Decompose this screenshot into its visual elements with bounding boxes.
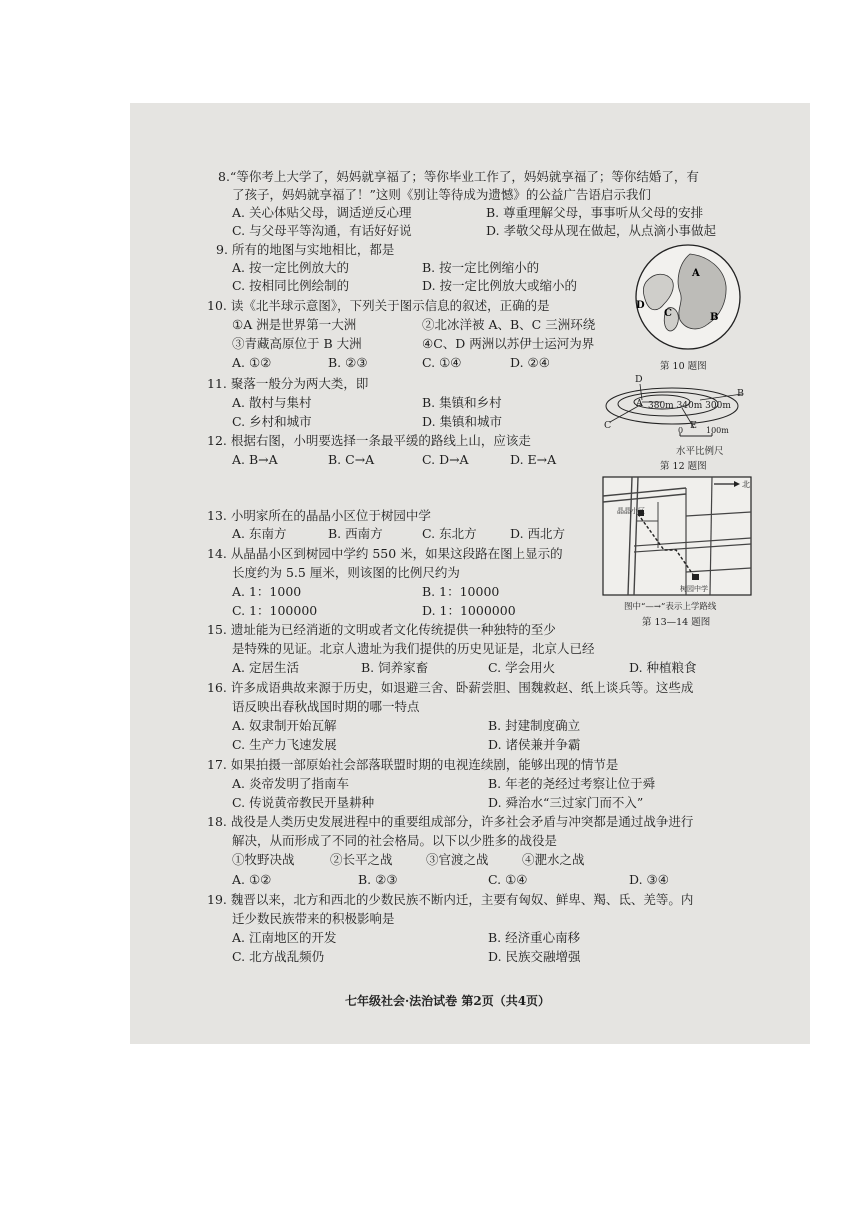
figure-12-caption: 第 12 题图 xyxy=(660,461,707,472)
q12-option-c: C. D→A xyxy=(422,452,469,467)
q18-statement-3: ③官渡之战 xyxy=(426,852,489,867)
q10-stem: 10. 读《北半球示意图》，下列关于图示信息的叙述，正确的是 xyxy=(207,298,550,313)
q15-option-b: B. 饲养家畜 xyxy=(361,660,429,675)
q10-statement-3: ③青藏高原位于 B 大洲 xyxy=(232,336,362,351)
q14-stem-line2: 长度约为 5.5 厘米，则该图的比例尺约为 xyxy=(232,565,460,580)
q18-statement-4: ④淝水之战 xyxy=(522,852,585,867)
q9-stem: 9. 所有的地图与实地相比，都是 xyxy=(216,242,395,257)
continent-label-d: D xyxy=(636,300,645,311)
q12-stem: 12. 根据右图，小明要选择一条最平缓的路线上山，应该走 xyxy=(207,433,531,448)
street-map-legend: 图中“—→”表示上学路线 xyxy=(624,602,717,612)
q12-option-b: B. C→A xyxy=(328,452,375,467)
fig12-scale-caption: 水平比例尺 xyxy=(676,446,724,457)
hemisphere-map-graphic xyxy=(628,242,748,352)
q19-stem-line1: 19. 魏晋以来，北方和西北的少数民族不断内迁，主要有匈奴、鲜卑、羯、氐、羌等。内 xyxy=(207,892,694,907)
q10-option-c: C. ①④ xyxy=(422,355,462,370)
q9-option-b: B. 按一定比例缩小的 xyxy=(422,260,540,275)
q16-stem-line1: 16. 许多成语典故来源于历史，如退避三舍、卧薪尝胆、围魏救赵、纸上谈兵等。这些成 xyxy=(207,680,694,695)
q17-option-b: B. 年老的尧经过考察让位于舜 xyxy=(488,776,656,791)
q10-statement-4: ④C、D 两洲以苏伊士运河为界 xyxy=(422,336,595,351)
q18-stem-line2: 解决，从而形成了不同的社会格局。以下以少胜多的战役是 xyxy=(232,833,558,848)
q17-option-c: C. 传说黄帝教民开垦耕种 xyxy=(232,795,375,810)
q15-option-a: A. 定居生活 xyxy=(232,660,299,675)
fig12-label-d: D xyxy=(635,374,643,385)
q13-option-b: B. 西南方 xyxy=(328,526,383,541)
fig12-label-c: C xyxy=(604,420,612,431)
q17-option-d: D. 舜治水“三过家门而不入” xyxy=(488,795,644,810)
q10-statement-1: ①A 洲是世界第一大洲 xyxy=(232,317,357,332)
q14-stem-line1: 14. 从晶晶小区到树园中学约 550 米，如果这段路在图上显示的 xyxy=(207,546,563,561)
q10-option-d: D. ②④ xyxy=(510,355,550,370)
q11-stem: 11. 聚落一般分为两大类，即 xyxy=(207,376,369,391)
q13-option-a: A. 东南方 xyxy=(232,526,287,541)
q18-option-b: B. ②③ xyxy=(358,872,398,887)
q14-option-a: A. 1：1000 xyxy=(232,584,302,599)
q13-option-c: C. 东北方 xyxy=(422,526,477,541)
q9-option-d: D. 按一定比例放大或缩小的 xyxy=(422,278,578,293)
q16-option-b: B. 封建制度确立 xyxy=(488,718,581,733)
page-footer: 七年级社会·法治试卷 第2页（共4页） xyxy=(345,994,551,1008)
fig12-scale-tick-100m: 100m xyxy=(706,426,729,435)
q8-stem-line1: 8.“等你考上大学了，妈妈就享福了；等你毕业工作了，妈妈就享福了；等你结婚了，有 xyxy=(218,169,699,184)
q18-statement-1: ①牧野决战 xyxy=(232,852,295,867)
q11-option-a: A. 散村与集村 xyxy=(232,395,312,410)
q10-option-b: B. ②③ xyxy=(328,355,368,370)
q8-option-a: A. 关心体贴父母，调适逆反心理 xyxy=(232,205,412,220)
q16-option-c: C. 生产力飞速发展 xyxy=(232,737,337,752)
fig12-label-e: E xyxy=(690,420,697,431)
q19-option-a: A. 江南地区的开发 xyxy=(232,930,337,945)
continent-label-c: C xyxy=(664,308,672,319)
q10-option-a: A. ①② xyxy=(232,355,272,370)
north-arrow-label: 北 xyxy=(742,480,750,489)
q14-option-b: B. 1：10000 xyxy=(422,584,500,599)
q19-option-c: C. 北方战乱频仍 xyxy=(232,949,325,964)
q19-option-d: D. 民族交融增强 xyxy=(488,949,581,964)
fig12-label-a: A xyxy=(636,398,643,409)
q14-option-d: D. 1：1000000 xyxy=(422,603,516,618)
q16-stem-line2: 语反映出春秋战国时期的哪一特点 xyxy=(232,699,420,714)
q14-option-c: C. 1：100000 xyxy=(232,603,318,618)
street-map-graphic xyxy=(602,476,752,596)
q11-option-d: D. 集镇和城市 xyxy=(422,414,503,429)
q18-option-c: C. ①④ xyxy=(488,872,528,887)
q11-option-b: B. 集镇和乡村 xyxy=(422,395,502,410)
fig12-scale-tick-0: 0 xyxy=(678,426,684,435)
q13-option-d: D. 西北方 xyxy=(510,526,566,541)
q8-option-c: C. 与父母平等沟通，有话好好说 xyxy=(232,223,412,238)
q17-stem: 17. 如果拍摄一部原始社会部落联盟时期的电视连续剧，能够出现的情节是 xyxy=(207,757,619,772)
q13-stem: 13. 小明家所在的晶晶小区位于树园中学 xyxy=(207,508,431,523)
q15-option-d: D. 种植粮食 xyxy=(629,660,697,675)
q12-option-a: A. B→A xyxy=(232,452,278,467)
q11-option-c: C. 乡村和城市 xyxy=(232,414,312,429)
fig12-label-b: B xyxy=(737,388,744,399)
q10-statement-2: ②北冰洋被 A、B、C 三洲环绕 xyxy=(422,317,596,332)
q19-stem-line2: 迁少数民族带来的积极影响是 xyxy=(232,911,395,926)
figure-10-caption: 第 10 题图 xyxy=(660,361,707,372)
q17-option-a: A. 炎帝发明了指南车 xyxy=(232,776,349,791)
continent-label-a: A xyxy=(692,268,700,279)
figure-13-14-caption: 第 13—14 题图 xyxy=(642,617,711,628)
q15-stem-line2: 是特殊的见证。北京人遗址为我们提供的历史见证是，北京人已经 xyxy=(232,641,595,656)
q9-option-c: C. 按相同比例绘制的 xyxy=(232,278,350,293)
q15-option-c: C. 学会用火 xyxy=(488,660,556,675)
figure-13-14-street-map xyxy=(602,476,752,596)
q19-option-b: B. 经济重心南移 xyxy=(488,930,581,945)
q18-option-a: A. ①② xyxy=(232,872,272,887)
q16-option-a: A. 奴隶制开始瓦解 xyxy=(232,718,337,733)
q18-statement-2: ②长平之战 xyxy=(330,852,393,867)
fig12-contour-values: 380m 340m 300m xyxy=(648,401,731,411)
q8-option-b: B. 尊重理解父母，事事听从父母的安排 xyxy=(486,205,704,220)
home-label: 晶晶小区 xyxy=(617,507,645,515)
q9-option-a: A. 按一定比例放大的 xyxy=(232,260,349,275)
q18-option-d: D. ③④ xyxy=(629,872,669,887)
q16-option-d: D. 诸侯兼并争霸 xyxy=(488,737,581,752)
q15-stem-line1: 15. 遗址能为已经消逝的文明或者文化传统提供一种独特的至少 xyxy=(207,622,556,637)
q8-option-d: D. 孝敬父母从现在做起，从点滴小事做起 xyxy=(486,223,717,238)
q12-option-d: D. E→A xyxy=(510,452,557,467)
q8-stem-line2: 了孩子，妈妈就享福了！”这则《别让等待成为遗憾》的公益广告语启示我们 xyxy=(232,187,651,202)
continent-label-b: B xyxy=(710,312,719,323)
school-label: 树园中学 xyxy=(680,585,708,593)
figure-10-hemisphere-map xyxy=(628,242,748,352)
q18-stem-line1: 18. 战役是人类历史发展进程中的重要组成部分，许多社会矛盾与冲突都是通过战争进行 xyxy=(207,814,694,829)
school-marker-icon xyxy=(692,574,699,580)
